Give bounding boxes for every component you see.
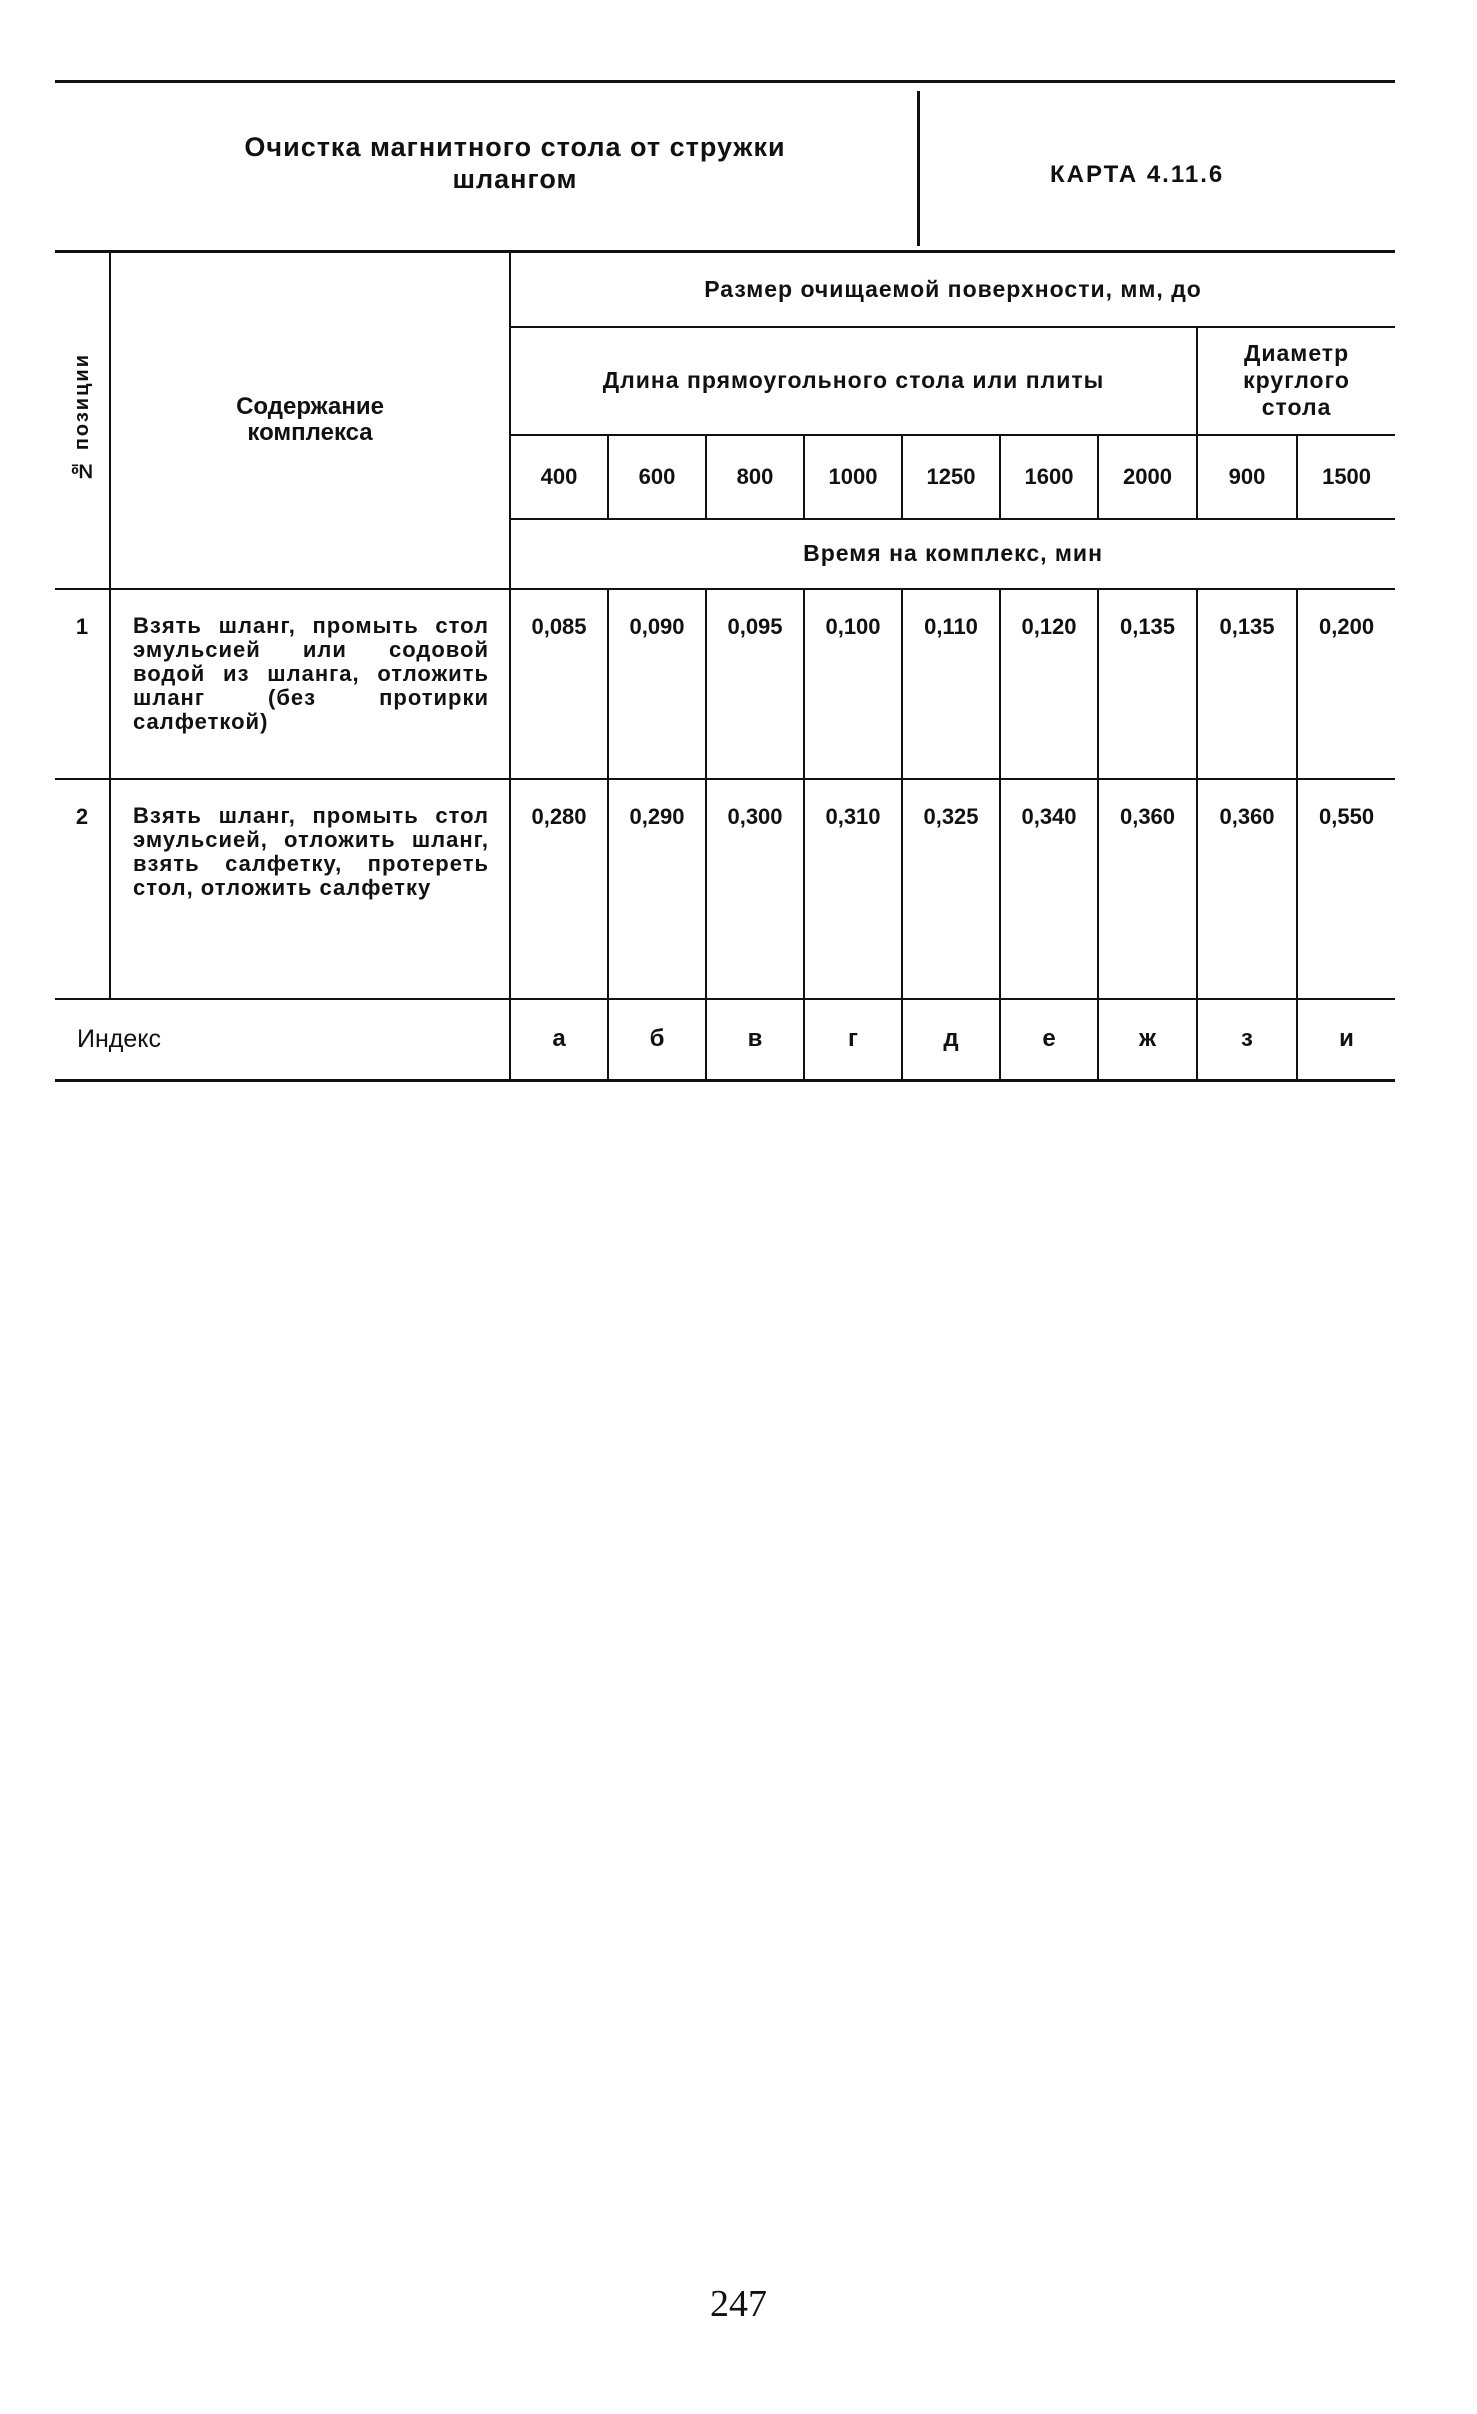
index-label: Индекс — [55, 999, 510, 1081]
size-cell: 2000 — [1098, 435, 1197, 519]
size-cell: 400 — [510, 435, 608, 519]
content-header-line-2: комплекса — [247, 419, 373, 447]
rect-length-header: Длина прямоугольного стола или плиты — [510, 327, 1197, 435]
page-number: 247 — [710, 2283, 767, 2325]
size-cell: 1250 — [902, 435, 1000, 519]
position-header: № позиции — [70, 353, 93, 483]
card-title — [125, 131, 905, 195]
time-value: 0,095 — [706, 589, 804, 779]
row-description: Взять шланг, промыть стол эмульсией или содовой водой из шланга, отложить шланг (без протирки салфеткой) — [110, 589, 510, 779]
table-row — [55, 589, 1395, 779]
round-header-line-2: круглого — [1243, 367, 1350, 393]
index-cell: и — [1297, 999, 1395, 1081]
position-header-cell — [55, 252, 110, 589]
time-value: 0,090 — [608, 589, 706, 779]
table-row — [55, 779, 1395, 999]
index-cell: д — [902, 999, 1000, 1081]
time-value: 0,340 — [1000, 779, 1098, 999]
time-header: Время на комплекс, мин — [510, 519, 1395, 589]
content-header-cell — [110, 252, 510, 589]
header-divider — [917, 91, 920, 246]
time-value: 0,085 — [510, 589, 608, 779]
size-cell: 1500 — [1297, 435, 1395, 519]
index-cell: а — [510, 999, 608, 1081]
time-value: 0,290 — [608, 779, 706, 999]
size-header: Размер очищаемой поверхности, мм, до — [510, 252, 1395, 327]
card-number: КАРТА 4.11.6 — [1050, 161, 1225, 188]
time-value: 0,550 — [1297, 779, 1395, 999]
row-number: 1 — [55, 589, 110, 779]
time-value: 0,280 — [510, 779, 608, 999]
round-header-line-1: Диаметр — [1243, 340, 1350, 366]
time-value: 0,300 — [706, 779, 804, 999]
time-norms-table — [55, 250, 1395, 1082]
index-cell: ж — [1098, 999, 1197, 1081]
content-header-line-1: Содержание — [236, 393, 384, 421]
time-value: 0,325 — [902, 779, 1000, 999]
time-value: 0,135 — [1098, 589, 1197, 779]
time-value: 0,310 — [804, 779, 902, 999]
round-header-line-3: стола — [1261, 394, 1332, 420]
index-cell: е — [1000, 999, 1098, 1081]
time-value: 0,110 — [902, 589, 1000, 779]
index-cell: г — [804, 999, 902, 1081]
size-cell: 800 — [706, 435, 804, 519]
size-cell: 600 — [608, 435, 706, 519]
time-value: 0,120 — [1000, 589, 1098, 779]
card-title-line-1: Очистка магнитного стола от стружки — [244, 132, 786, 162]
size-cell: 1600 — [1000, 435, 1098, 519]
index-cell: з — [1197, 999, 1297, 1081]
index-row — [55, 999, 1395, 1081]
time-value: 0,100 — [804, 589, 902, 779]
time-value: 0,360 — [1197, 779, 1297, 999]
index-cell: б — [608, 999, 706, 1081]
size-cell: 900 — [1197, 435, 1297, 519]
size-cell: 1000 — [804, 435, 902, 519]
card-header — [55, 80, 1395, 245]
time-value: 0,360 — [1098, 779, 1197, 999]
time-value: 0,135 — [1197, 589, 1297, 779]
time-value: 0,200 — [1297, 589, 1395, 779]
index-cell: в — [706, 999, 804, 1081]
card-title-line-2: шлангом — [452, 164, 578, 194]
row-description: Взять шланг, промыть стол эмульсией, отложить шланг, взять салфетку, протереть стол, отложить салфетку — [110, 779, 510, 999]
row-number: 2 — [55, 779, 110, 999]
round-diameter-header — [1197, 327, 1395, 435]
